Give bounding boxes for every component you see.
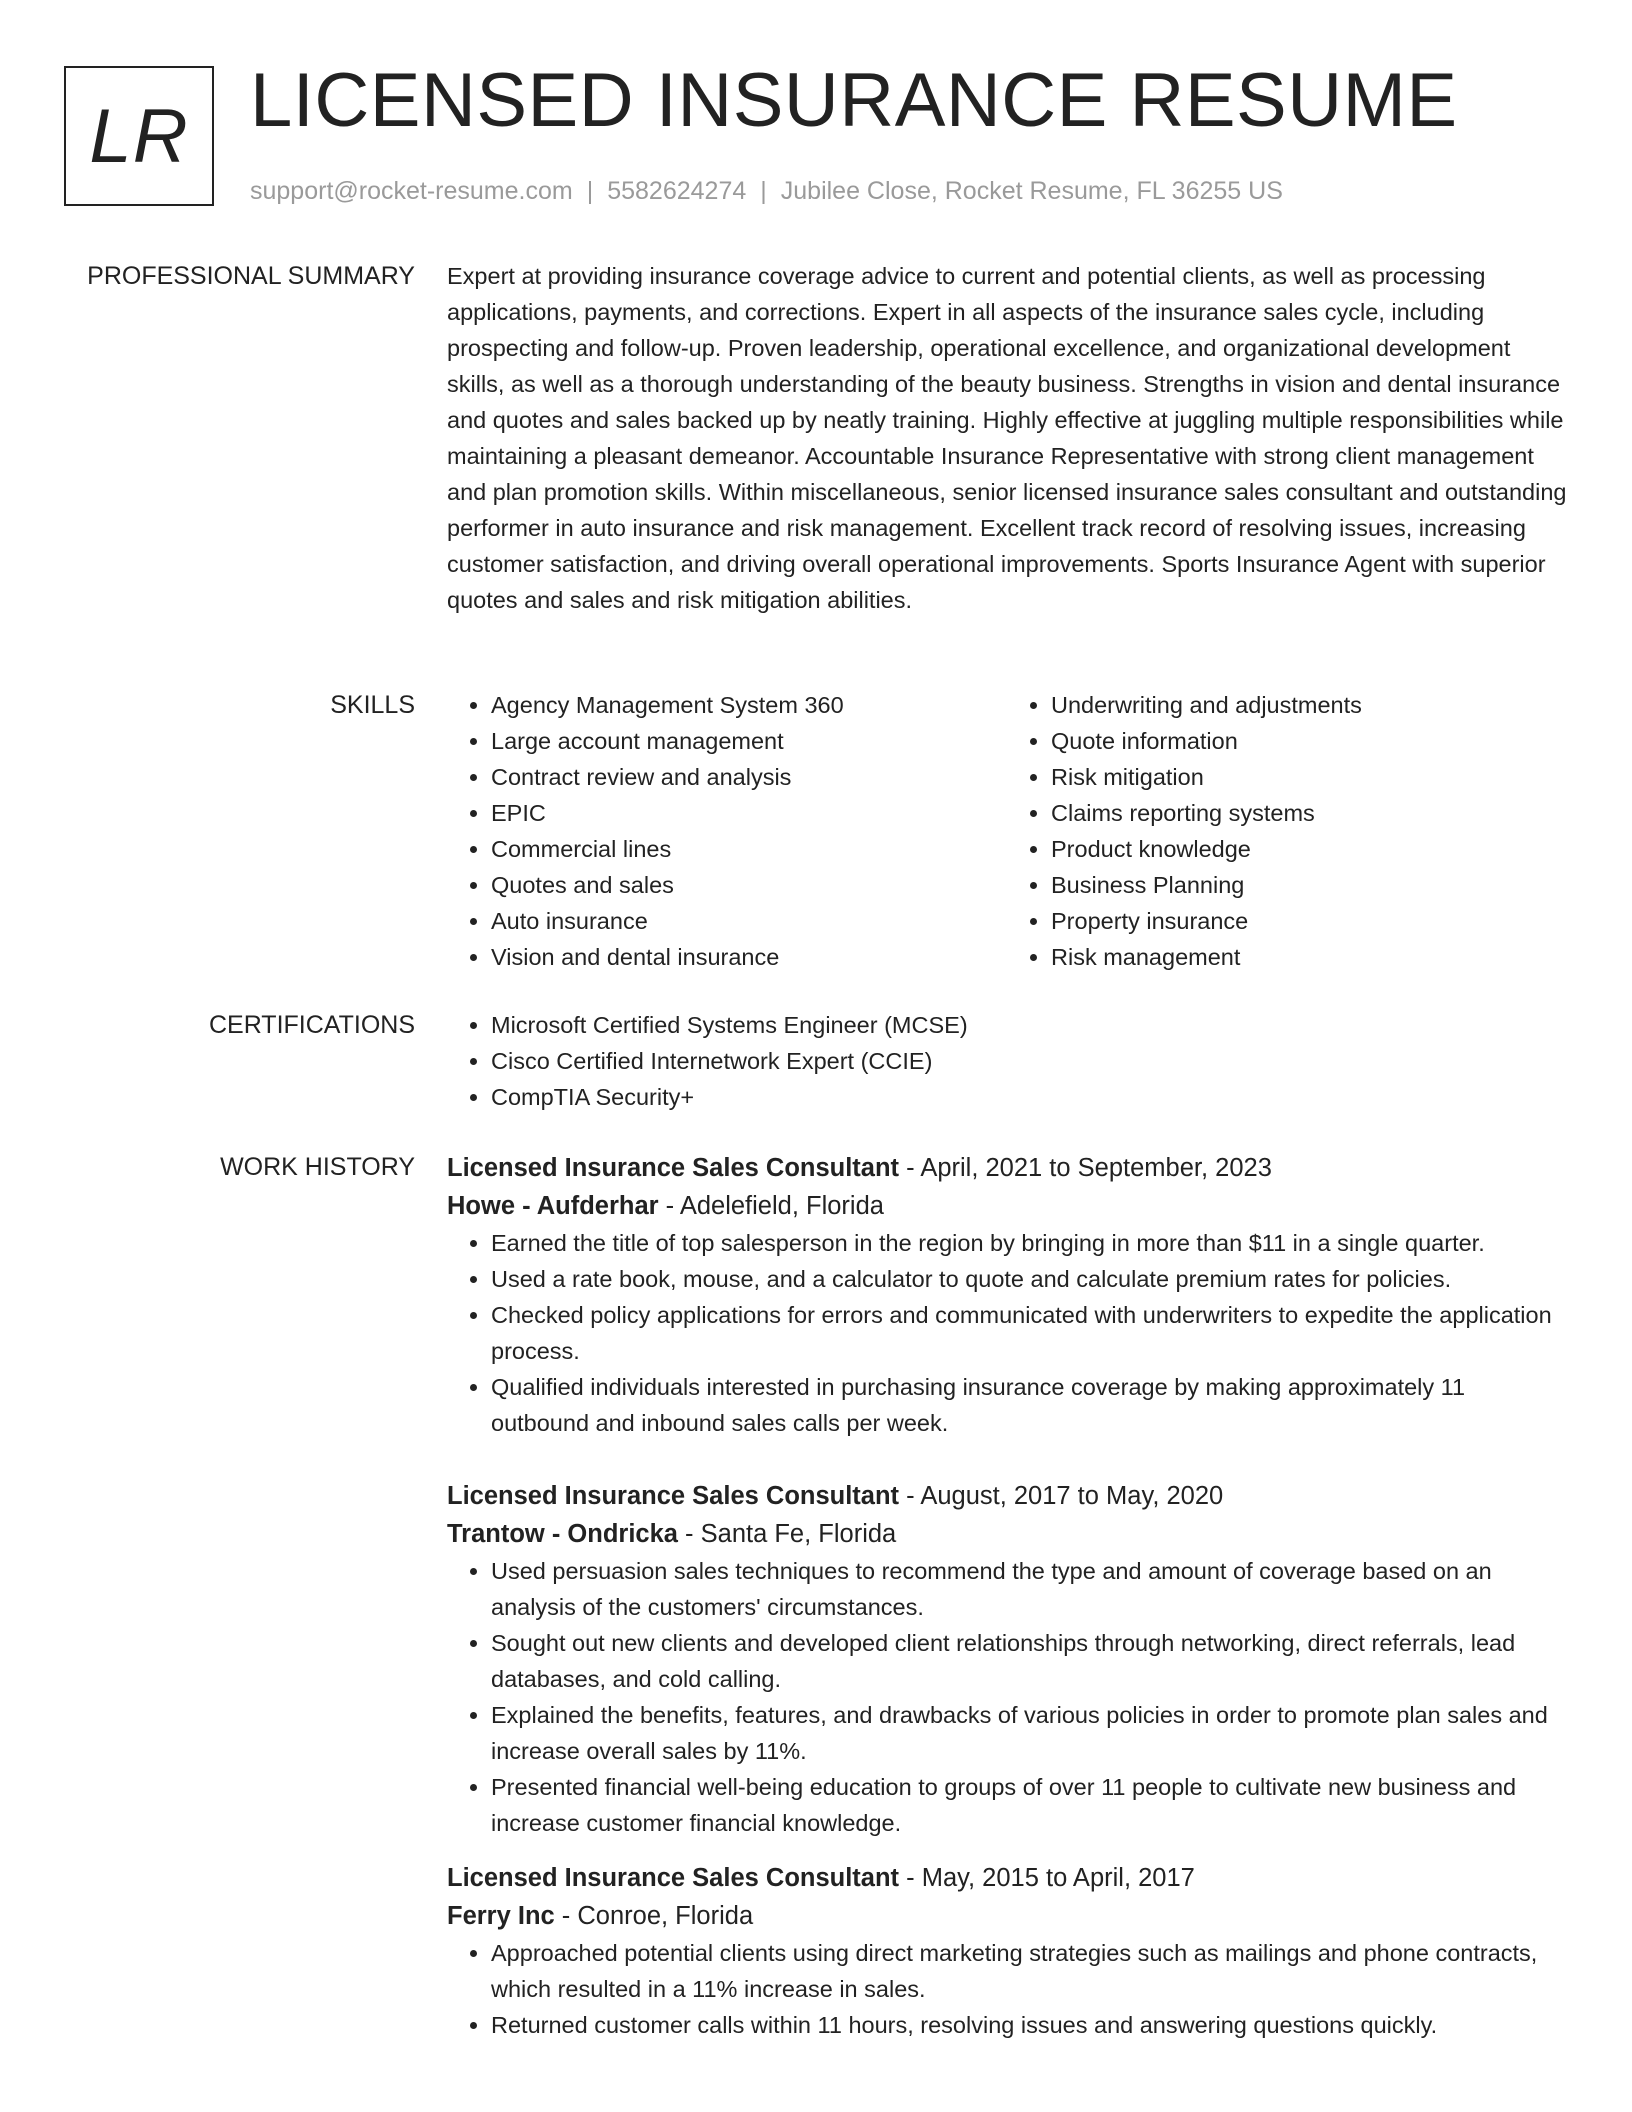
skill-item: • Commercial lines xyxy=(491,831,1007,867)
job-bullet: • Qualified individuals interested in purchasing insurance coverage by making approximately 11 outbound and inbound sales calls per week. xyxy=(491,1369,1567,1441)
skills-list-right xyxy=(1007,687,1567,975)
skill-item: • Underwriting and adjustments xyxy=(1051,687,1567,723)
contact-separator: | xyxy=(760,177,767,205)
job-title: Licensed Insurance Sales Consultant xyxy=(447,1154,900,1182)
job-title: Licensed Insurance Sales Consultant xyxy=(447,1864,900,1892)
job-dates: - May, 2015 to April, 2017 xyxy=(899,1864,1195,1892)
skill-item: • Risk mitigation xyxy=(1051,759,1567,795)
job-dates: - April, 2021 to September, 2023 xyxy=(899,1154,1272,1182)
job-bullets xyxy=(447,1225,1567,1441)
job-dates: - August, 2017 to May, 2020 xyxy=(899,1482,1224,1510)
summary-label: PROFESSIONAL SUMMARY xyxy=(87,262,415,290)
job-bullet: • Presented financial well-being education to groups of over 11 people to cultivate new business and increase customer financial knowledge. xyxy=(491,1769,1567,1841)
job-company: Ferry Inc xyxy=(447,1902,555,1930)
skill-item: • Quote information xyxy=(1051,723,1567,759)
skill-item: • Contract review and analysis xyxy=(491,759,1007,795)
job-bullet: • Earned the title of top salesperson in the region by bringing in more than $11 in a single quarter. xyxy=(491,1225,1567,1261)
certifications-list xyxy=(447,1007,1567,1115)
job-bullets xyxy=(447,1935,1567,2043)
work-history-label: WORK HISTORY xyxy=(220,1153,415,1181)
job-bullet: • Explained the benefits, features, and drawbacks of various policies in order to promote plan sales and increase overall sales by 11%. xyxy=(491,1697,1567,1769)
certifications-content xyxy=(447,1007,1567,1115)
skill-item: • Large account management xyxy=(491,723,1007,759)
job-title-line xyxy=(447,1149,1567,1187)
skill-item: • Auto insurance xyxy=(491,903,1007,939)
certification-item: • Microsoft Certified Systems Engineer (MCSE) xyxy=(491,1007,1567,1043)
job-entry xyxy=(447,1149,1567,1441)
monogram-logo: LR xyxy=(64,66,214,206)
summary-content xyxy=(447,258,1567,618)
skills-content xyxy=(447,687,1567,975)
job-title-line xyxy=(447,1859,1567,1897)
skill-item: • Agency Management System 360 xyxy=(491,687,1007,723)
job-bullet: • Used persuasion sales techniques to recommend the type and amount of coverage based on an analysis of the customers' circumstances. xyxy=(491,1553,1567,1625)
certification-item: • Cisco Certified Internetwork Expert (CCIE) xyxy=(491,1043,1567,1079)
job-title: Licensed Insurance Sales Consultant xyxy=(447,1482,900,1510)
skill-item: • Quotes and sales xyxy=(491,867,1007,903)
job-company: Trantow - Ondricka xyxy=(447,1520,678,1548)
contact-line xyxy=(250,176,1283,206)
job-entry xyxy=(447,1859,1567,2043)
skills-list-left xyxy=(447,687,1007,975)
job-entry xyxy=(447,1477,1567,1841)
job-location: - Santa Fe, Florida xyxy=(677,1520,897,1548)
job-location: - Conroe, Florida xyxy=(554,1902,754,1930)
job-company-line xyxy=(447,1897,1567,1935)
skill-item: • Product knowledge xyxy=(1051,831,1567,867)
skill-item: • Risk management xyxy=(1051,939,1567,975)
contact-email[interactable]: support@rocket-resume.com xyxy=(250,177,573,205)
skill-item: • EPIC xyxy=(491,795,1007,831)
resume-title: LICENSED INSURANCE RESUME xyxy=(250,58,1458,143)
skill-item: • Business Planning xyxy=(1051,867,1567,903)
job-bullet: • Returned customer calls within 11 hours, resolving issues and answering questions quickly. xyxy=(491,2007,1567,2043)
skill-item: • Vision and dental insurance xyxy=(491,939,1007,975)
job-location: - Adelefield, Florida xyxy=(658,1192,884,1220)
skills-label: SKILLS xyxy=(330,691,415,719)
job-company: Howe - Aufderhar xyxy=(447,1192,659,1220)
contact-address: Jubilee Close, Rocket Resume, FL 36255 US xyxy=(780,177,1283,205)
job-bullets xyxy=(447,1553,1567,1841)
skill-item: • Property insurance xyxy=(1051,903,1567,939)
work-history-content xyxy=(447,1149,1567,2043)
contact-separator: | xyxy=(586,177,594,205)
job-title-line xyxy=(447,1477,1567,1515)
job-bullet: • Sought out new clients and developed client relationships through networking, direct referrals, lead databases, and cold calling. xyxy=(491,1625,1567,1697)
skill-item: • Claims reporting systems xyxy=(1051,795,1567,831)
certification-item: • CompTIA Security+ xyxy=(491,1079,1567,1115)
contact-phone[interactable]: 5582624274 xyxy=(607,177,747,205)
job-bullet: • Used a rate book, mouse, and a calculator to quote and calculate premium rates for policies. xyxy=(491,1261,1567,1297)
job-bullet: • Approached potential clients using direct marketing strategies such as mailings and phone contracts, which resulted in a 11% increase in sales. xyxy=(491,1935,1567,2007)
job-company-line xyxy=(447,1187,1567,1225)
summary-text: Expert at providing insurance coverage advice to current and potential clients, as well as processing applications, payments, and corrections. Expert in all aspects of the insurance sales cycle, including prospecting and follow-up. Proven leadership, operational excellence, and organizational development skills, as well as a thorough understanding of the beauty business. Strengths in vision and dental insurance and quotes and sales backed up by neatly training. Highly effective at juggling multiple responsibilities while maintaining a pleasant demeanor. Accountable Insurance Representative with strong client management and plan promotion skills. Within miscellaneous, senior licensed insurance sales consultant and outstanding performer in auto insurance and risk management. Excellent track record of resolving issues, increasing customer satisfaction, and driving overall operational improvements. Sports Insurance Agent with superior quotes and sales and risk mitigation abilities. xyxy=(447,263,1567,613)
certifications-label: CERTIFICATIONS xyxy=(208,1011,415,1039)
job-company-line xyxy=(447,1515,1567,1553)
job-bullet: • Checked policy applications for errors and communicated with underwriters to expedite the application process. xyxy=(491,1297,1567,1369)
